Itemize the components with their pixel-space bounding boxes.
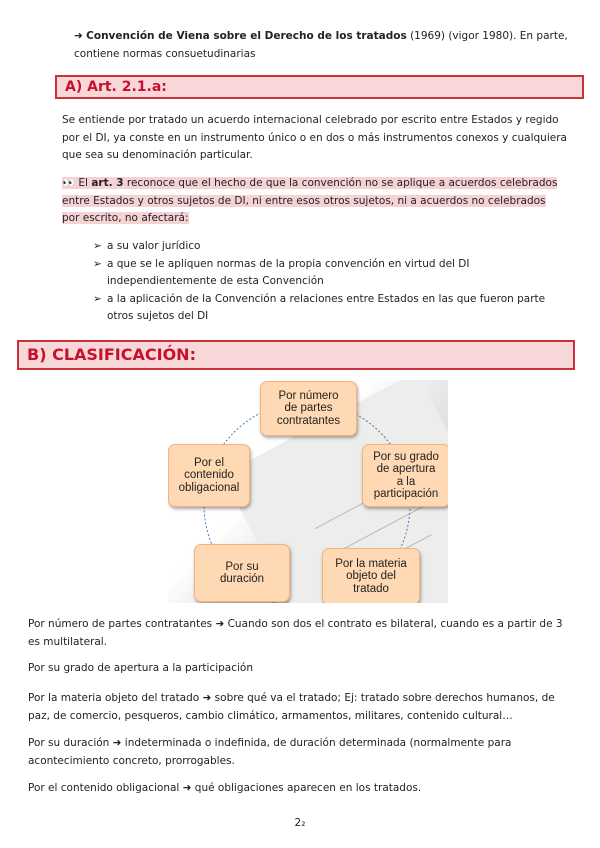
intro-rest: (1969) (vigor 1980). En parte, xyxy=(406,30,568,42)
note-el: El xyxy=(75,177,92,189)
explanation-line: es multilateral. xyxy=(28,635,108,648)
article-3-note xyxy=(62,175,582,228)
note-line-1 xyxy=(62,177,557,189)
box-line: participación xyxy=(373,488,439,500)
definition-paragraph xyxy=(62,112,582,165)
list-item xyxy=(93,238,563,256)
list-item xyxy=(93,256,563,291)
definition-line: que sea su denominación particular. xyxy=(62,149,253,161)
page-number: 2₂ xyxy=(294,817,306,829)
box-line: de apertura xyxy=(376,463,436,475)
bullet-text: independientemente de esta Convención xyxy=(107,275,324,287)
section-a-heading: A) Art. 2.1.a: xyxy=(55,75,584,99)
intro-line-2: contiene normas consuetudinarias xyxy=(74,47,256,60)
note-line-1-rest: reconoce que el hecho de que la convención no se aplique a acuerdos celebrados xyxy=(123,177,558,189)
explanation-line: Por la materia objeto del tratado ➜ sobre qué va el tratado; Ej: tratado sobre derechos humanos, de xyxy=(28,692,555,704)
diagram-box-participation xyxy=(362,444,448,507)
box-line: duración xyxy=(219,573,265,585)
article-3-label: art. 3 xyxy=(91,177,124,189)
box-line: tratado xyxy=(353,582,389,595)
explanation-participation xyxy=(28,660,588,678)
classification-diagram xyxy=(168,380,448,603)
effects-list xyxy=(93,238,563,326)
explanation-parties xyxy=(28,616,588,651)
bullet-arrow-icon: ➢ xyxy=(93,240,102,252)
eyes-icon: 👀 xyxy=(62,177,76,189)
box-line: Por el xyxy=(193,456,225,469)
arrow-icon: ➜ xyxy=(74,30,83,42)
box-line: objeto del xyxy=(346,570,396,583)
definition-line: por el DI, ya conste en un instrumento único o en dos o más instrumentos conexos y cualquiera xyxy=(62,131,567,144)
box-line: contratantes xyxy=(276,414,341,427)
explanation-line: paz, de comercio, pesqueros, cambio climático, armamentos, militares, contenido cultural… xyxy=(28,709,513,722)
explanation-line: Por su duración ➜ indeterminada o indefinida, de duración determinada (normalmente para xyxy=(28,737,512,749)
explanation-line: acontecimiento concreto, prorrogables. xyxy=(28,754,235,767)
intro-paragraph xyxy=(74,28,574,63)
box-line: obligacional xyxy=(178,481,240,494)
definition-line: Se entiende por tratado un acuerdo internacional celebrado por escrito entre Estados y regido xyxy=(62,114,559,126)
bullet-text: a su valor jurídico xyxy=(107,240,201,252)
explanation-duration xyxy=(28,735,588,770)
explanation-line: Por número de partes contratantes ➜ Cuando son dos el contrato es bilateral, cuando es a partir de 3 xyxy=(28,618,563,630)
section-b-heading: B) CLASIFICACIÓN: xyxy=(17,340,575,370)
diagram-box-duration xyxy=(194,544,290,602)
note-line-2: entre Estados y otros sujetos de DI, ni entre esos otros sujetos, ni a acuerdos no celebrados xyxy=(62,194,546,207)
diagram-box-parties xyxy=(260,381,357,436)
box-line: Por número xyxy=(278,389,339,402)
box-line: de partes xyxy=(284,402,333,415)
convention-title: Convención de Viena sobre el Derecho de los tratados xyxy=(86,30,407,42)
bullet-text: a la aplicación de la Convención a relaciones entre Estados en las que fueron parte xyxy=(107,292,546,305)
explanation-obligations xyxy=(28,780,588,798)
bullet-arrow-icon: ➢ xyxy=(93,292,102,305)
note-line-3: por escrito, no afectará: xyxy=(62,212,189,224)
box-line: Por la materia xyxy=(335,557,407,570)
box-line: contenido xyxy=(184,469,234,482)
bullet-text: otros sujetos del DI xyxy=(107,310,209,322)
diagram-box-obligations xyxy=(168,444,250,507)
list-item xyxy=(93,291,563,326)
box-line: Por su xyxy=(225,560,259,573)
bullet-text: a que se le apliquen normas de la propia convención en virtud del DI xyxy=(107,257,470,270)
diagram-box-subject-matter xyxy=(322,548,420,603)
explanation-line: Por su grado de apertura a la participación xyxy=(28,662,254,674)
explanation-subject-matter xyxy=(28,690,588,725)
box-line: Por su grado xyxy=(373,450,439,463)
explanation-line: Por el contenido obligacional ➜ qué obligaciones aparecen en los tratados. xyxy=(28,782,422,794)
bullet-arrow-icon: ➢ xyxy=(93,257,102,270)
box-line: a la xyxy=(396,475,416,488)
